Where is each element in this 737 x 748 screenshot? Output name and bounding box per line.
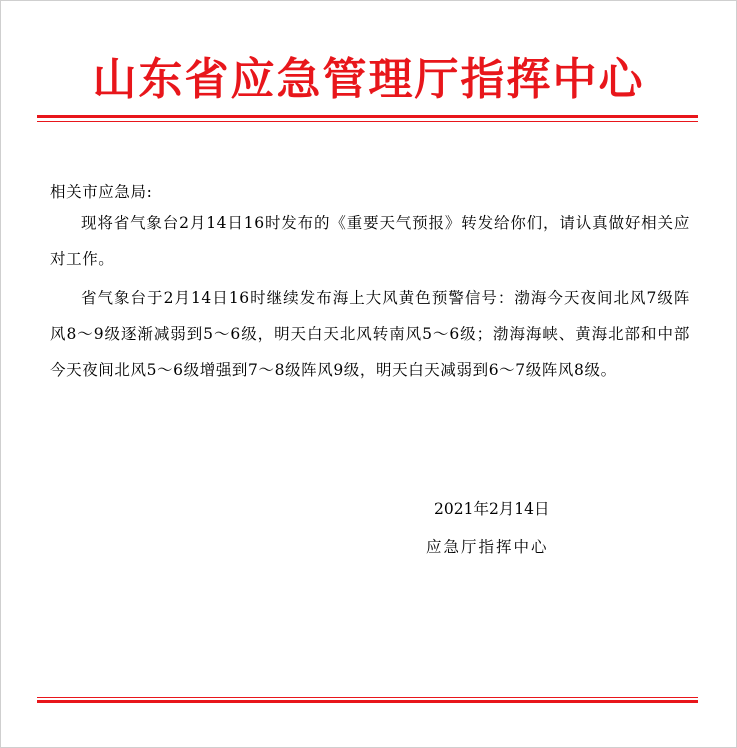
header-divider-thick bbox=[37, 115, 698, 118]
footer-divider-thin bbox=[37, 697, 698, 698]
notice-paragraph-1 bbox=[50, 205, 690, 277]
notice-paragraph-2 bbox=[50, 280, 690, 388]
issue-date: 2021年2月14日 bbox=[434, 500, 550, 518]
issuer-name: 应急厅指挥中心 bbox=[426, 538, 549, 556]
header-divider-thin bbox=[37, 121, 698, 122]
paragraph-text: 现将省气象台2月14日16时发布的《重要天气预报》转发给你们，请认真做好相关应对工作。 bbox=[50, 214, 690, 268]
page-title: 山东省应急管理厅指挥中心 bbox=[92, 54, 645, 105]
paragraph-text: 省气象台于2月14日16时继续发布海上大风黄色预警信号：渤海今天夜间北风7级阵风8～9级逐渐减弱到5～6级，明天白天北风转南风5～6级；渤海海峡、黄海北部和中部今天夜间北风5～6级增强到7～8级阵风9级，明天白天减弱到6～7级阵风8级。 bbox=[50, 289, 690, 379]
salutation: 相关市应急局: bbox=[50, 183, 153, 201]
footer-divider-thick bbox=[37, 700, 698, 703]
